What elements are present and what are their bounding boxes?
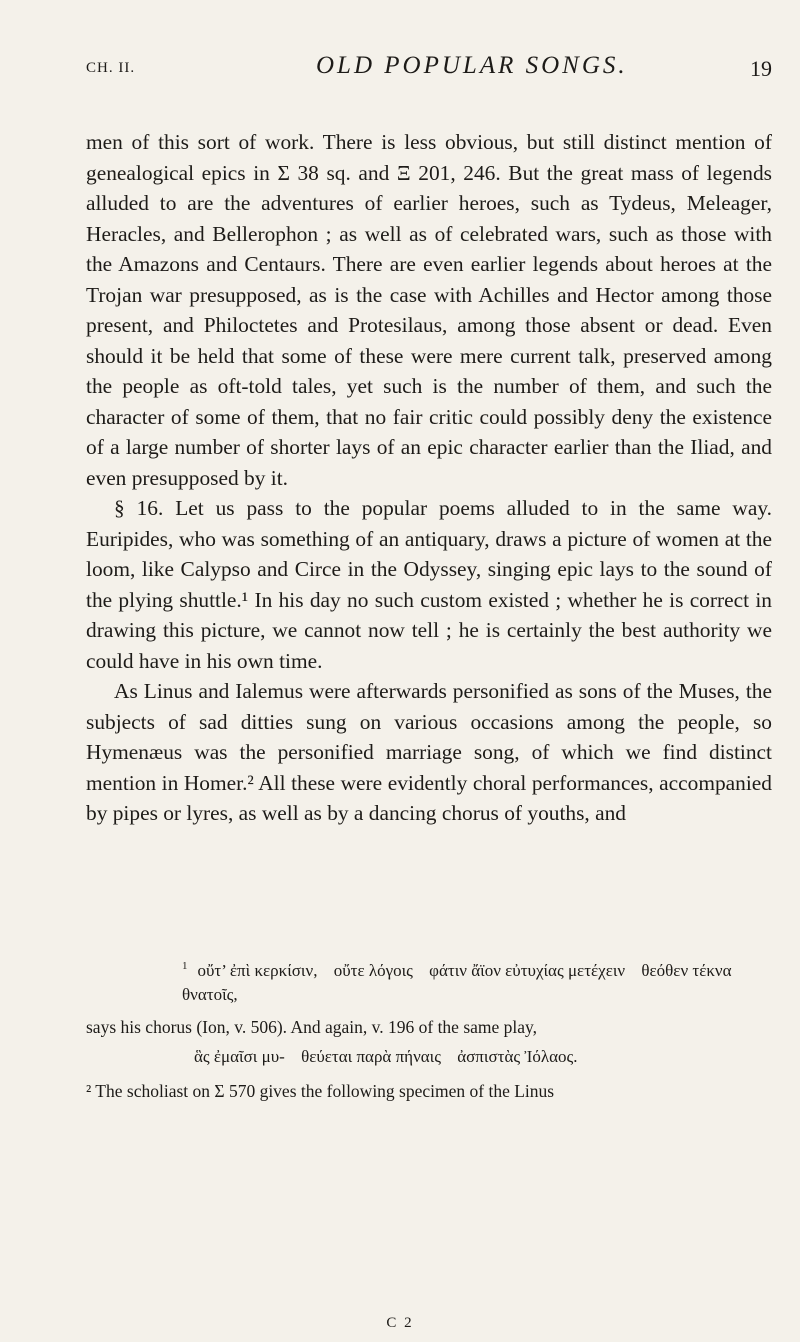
running-head: [86, 52, 772, 82]
page-number: 19: [750, 56, 772, 81]
verse-line: $^1$ οὔτ’ ἐπὶ κερκίσιν,: [182, 960, 318, 980]
verse-line: οὔτε λόγοις: [333, 960, 413, 980]
footnote-1-mark: 1: [182, 960, 188, 972]
paragraph-1: men of this sort of work. There is less obvious, but still distinct mention of genealogical epics in Σ 38 sq. and Ξ 201, 246. But the great mass of legends alluded to are the adventures of earlier heroes, such as Tydeus, Meleager, Heracles, and Bellerophon ; as well as of celebrated wars, such as those with the Amazons and Centaurs. There are even earlier legends about heroes at the Trojan war presupposed, as is the case with Achilles and Hector among those present, and Philoctetes and Protesilaus, among those absent or dead. Even should it be held that some of these were mere current talk, preserved among the people as oft-told tales, yet such is the number of them, and such the character of some of them, that no fair critic could possibly deny the existence of a large number of shorter lays of an epic character earlier than the Iliad, and even presupposed by it.: [86, 130, 772, 490]
footnotes: [86, 954, 776, 1120]
footnote-1-verse-b: [86, 1045, 776, 1069]
body-text: [86, 127, 772, 829]
verse-line: φάτιν ἄϊον εὐτυχίας μετέχειν: [429, 960, 626, 980]
verse-line: θεόθεν τέκνα θνατοῖς,: [182, 960, 732, 1004]
paragraph-2: § 16. Let us pass to the popular poems alluded to in the same way. Euripides, who was something of an antiquary, draws a picture of women at the loom, like Calypso and Circe in the Odyssey, singing epic lays to the sound of the plying shuttle.¹ In his day no such custom existed ; whether he is correct in drawing this picture, we cannot now tell ; he is certainly the best authority we could have in his own time.: [86, 496, 772, 673]
footnote-1-text: says his chorus (Ion, v. 506). And again, v. 196 of the same play,: [86, 1016, 538, 1037]
verse-line: θεύεται παρὰ πήναις: [301, 1046, 441, 1066]
signature-mark: C 2: [386, 1315, 414, 1331]
paragraph-3: As Linus and Ialemus were afterwards personified as sons of the Muses, the subjects of sad ditties sung on various occasions among the people, so Hymenæus was the personified marriage song, of which we find distinct mention in Homer.² All these were evidently choral performances, accompanied by pipes or lyres, as well as by a dancing chorus of youths, and: [86, 679, 772, 825]
chapter-label: CH. II.: [86, 60, 136, 76]
footnote-1-verse-a: [86, 954, 776, 1007]
running-title: OLD POPULAR SONGS.: [316, 52, 628, 79]
verse-line: ἀσπιστὰς Ἰόλαος.: [457, 1046, 578, 1066]
footnote-2-text: ² The scholiast on Σ 570 gives the following specimen of the Linus: [86, 1080, 555, 1101]
verse-line: ἃς ἐμαῖσι μυ-: [194, 1046, 285, 1066]
